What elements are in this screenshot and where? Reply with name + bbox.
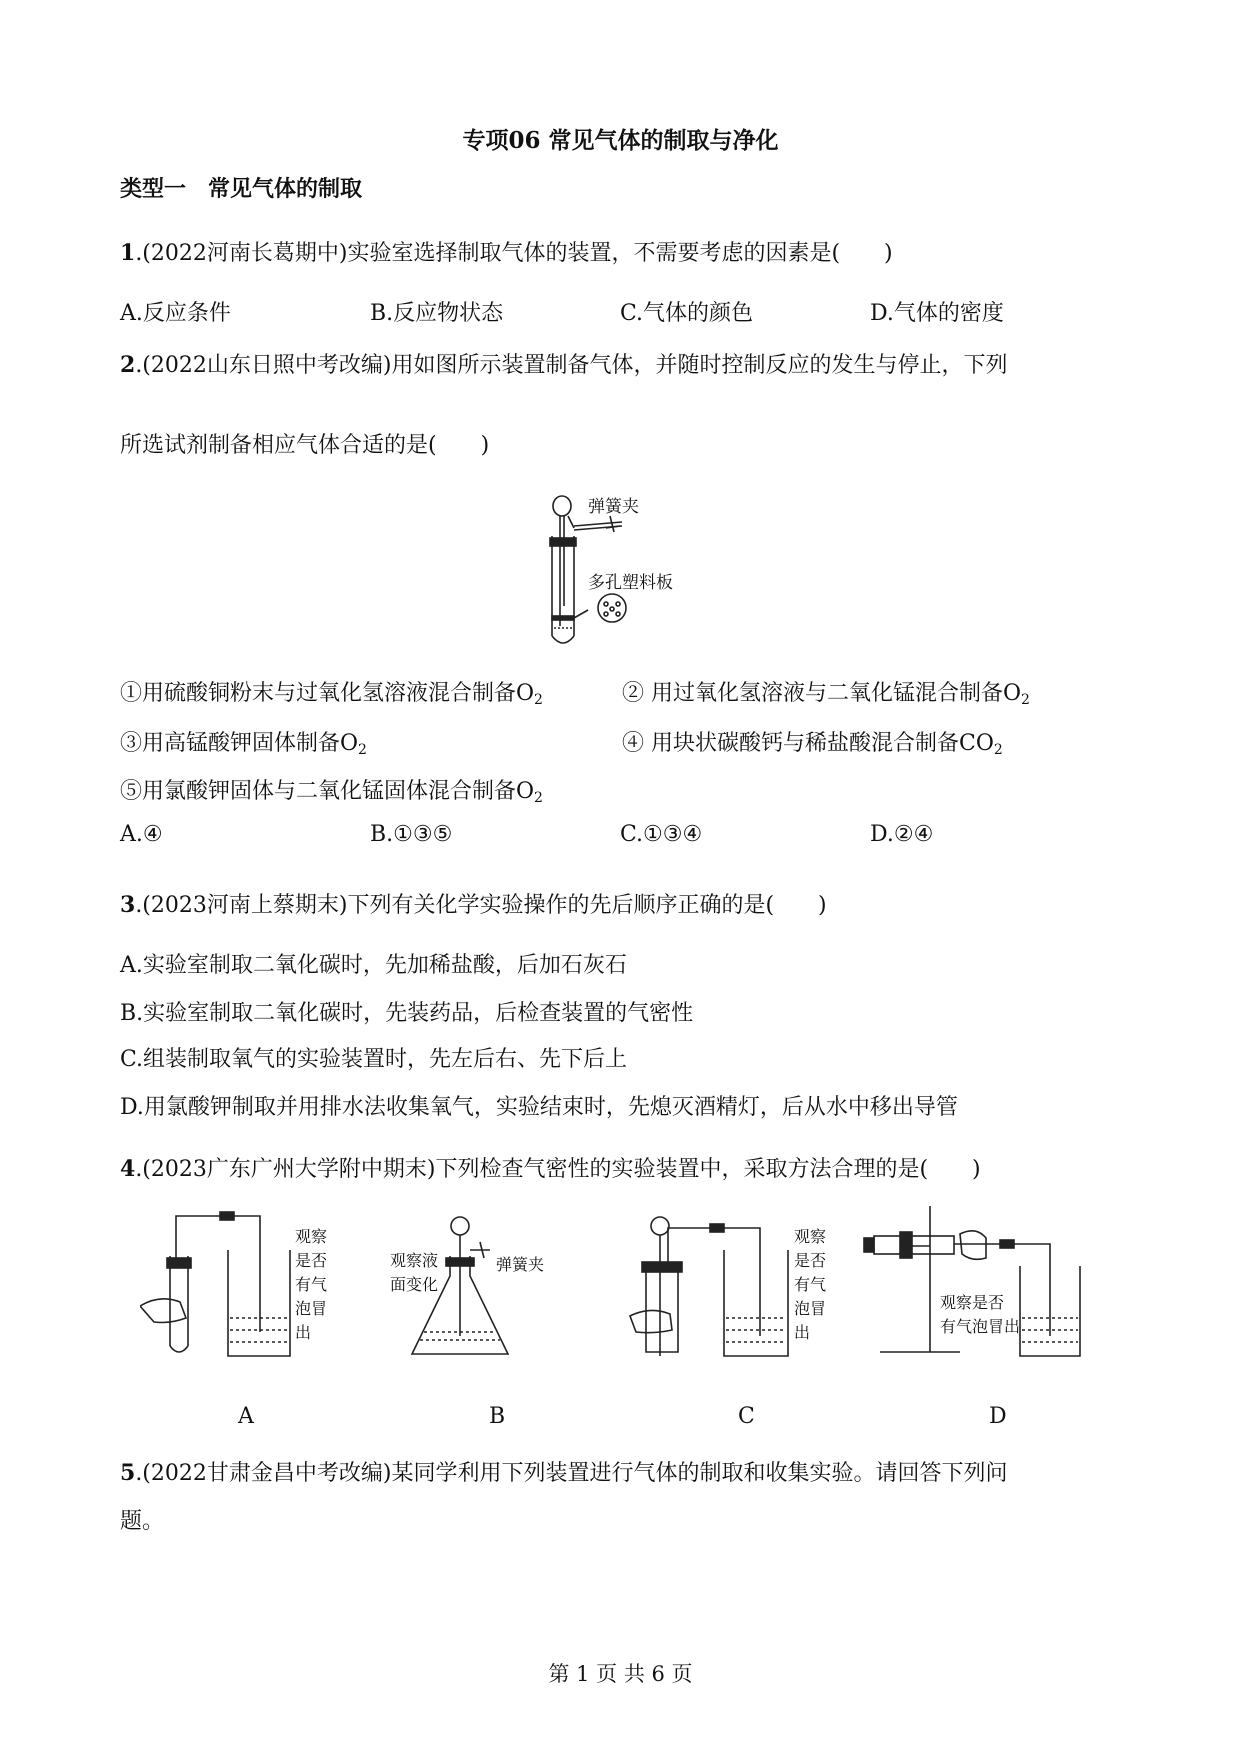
- svg-text:弹簧夹: 弹簧夹: [496, 1255, 545, 1274]
- svg-text:有气: 有气: [794, 1275, 827, 1294]
- question-text: .(2022河南长葛期中)实验室选择制取气体的装置，不需要考虑的因素是( ): [135, 241, 893, 266]
- question-number: 3: [120, 892, 136, 918]
- page-footer: 第 1 页 共 6 页: [548, 1662, 693, 1686]
- svg-text:观察是否: 观察是否: [940, 1293, 1005, 1312]
- q1-option-c: C.气体的颜色: [620, 301, 754, 326]
- svg-text:有气泡冒出: 有气泡冒出: [940, 1317, 1021, 1336]
- question-text: .(2023河南上蔡期末)下列有关化学实验操作的先后顺序正确的是( ): [135, 893, 827, 918]
- question-2-line2: 所选试剂制备相应气体合适的是( ): [120, 433, 490, 458]
- question-5-line2: 题。: [120, 1509, 165, 1534]
- q2-item-5: ⑤用氯酸钾固体与二氧化锰固体混合制备$O_2$: [120, 779, 543, 806]
- fig-label-spring-clip: 弹簧夹: [588, 497, 639, 517]
- svg-text:泡冒: 泡冒: [295, 1299, 328, 1318]
- question-number: 5: [120, 1460, 136, 1486]
- svg-text:面变化: 面变化: [390, 1275, 439, 1294]
- question-number: 4: [120, 1156, 136, 1182]
- q3-option-d: D.用氯酸钾制取并用排水法收集氧气，实验结束时，先熄灭酒精灯，后从水中移出导管: [120, 1095, 958, 1120]
- q2-item-3: ③用高锰酸钾固体制备$O_2$: [120, 731, 367, 758]
- svg-text:有气: 有气: [295, 1275, 328, 1294]
- q2-option-a: A.④: [120, 822, 163, 847]
- svg-text:是否: 是否: [794, 1251, 827, 1270]
- q4-letter-d: D: [989, 1404, 1007, 1429]
- q2-option-c: C.①③④: [620, 822, 703, 847]
- q2-apparatus-figure: [530, 486, 710, 656]
- q1-option-b: B.反应物状态: [370, 301, 504, 326]
- svg-text:泡冒: 泡冒: [794, 1299, 827, 1318]
- question-text: .(2022山东日照中考改编)用如图所示装置制备气体，并随时控制反应的发生与停止，下列: [135, 353, 1008, 378]
- question-number: 1: [120, 240, 136, 266]
- q2-item-2: ② 用过氧化氢溶液与二氧化锰混合制备$O_2$: [622, 681, 1030, 708]
- q4-apparatus-figures: [140, 1206, 1120, 1366]
- question-3: [120, 888, 827, 919]
- q2-item-1: ①用硫酸铜粉末与过氧化氢溶液混合制备$O_2$: [120, 681, 543, 708]
- q2-option-b: B.①③⑤: [370, 822, 453, 847]
- q1-option-a: A.反应条件: [120, 301, 231, 326]
- q2-option-d: D.②④: [870, 822, 934, 847]
- svg-text:观察: 观察: [295, 1227, 328, 1246]
- q3-option-c: C.组装制取氧气的实验装置时，先左后右、先下后上: [120, 1047, 628, 1072]
- question-4: [120, 1152, 981, 1183]
- q4-letter-a: A: [238, 1404, 254, 1429]
- fig-label-porous-plate: 多孔塑料板: [588, 573, 673, 593]
- question-5: [120, 1456, 1007, 1487]
- q1-option-d: D.气体的密度: [870, 301, 1004, 326]
- q3-option-b: B.实验室制取二氧化碳时，先装药品，后检查装置的气密性: [120, 1001, 694, 1026]
- svg-text:出: 出: [295, 1323, 312, 1342]
- section-heading: 类型一 常见气体的制取: [120, 176, 363, 202]
- page-title: 专项06 常见气体的制取与净化: [462, 127, 779, 154]
- svg-text:出: 出: [794, 1323, 811, 1342]
- q4-letter-b: B: [489, 1404, 506, 1429]
- question-text: .(2023广东广州大学附中期末)下列检查气密性的实验装置中，采取方法合理的是( ): [135, 1157, 981, 1182]
- question-1: [120, 236, 893, 267]
- svg-text:观察液: 观察液: [390, 1251, 439, 1270]
- q2-item-4: ④ 用块状碳酸钙与稀盐酸混合制备$CO_2$: [622, 731, 1003, 758]
- svg-text:观察: 观察: [794, 1227, 827, 1246]
- q3-option-a: A.实验室制取二氧化碳时，先加稀盐酸，后加石灰石: [120, 953, 627, 978]
- question-2: [120, 348, 1007, 379]
- svg-text:是否: 是否: [295, 1251, 328, 1270]
- question-text: .(2022甘肃金昌中考改编)某同学利用下列装置进行气体的制取和收集实验。请回答下列问: [135, 1461, 1008, 1486]
- q4-letter-c: C: [738, 1404, 755, 1429]
- question-number: 2: [120, 352, 136, 378]
